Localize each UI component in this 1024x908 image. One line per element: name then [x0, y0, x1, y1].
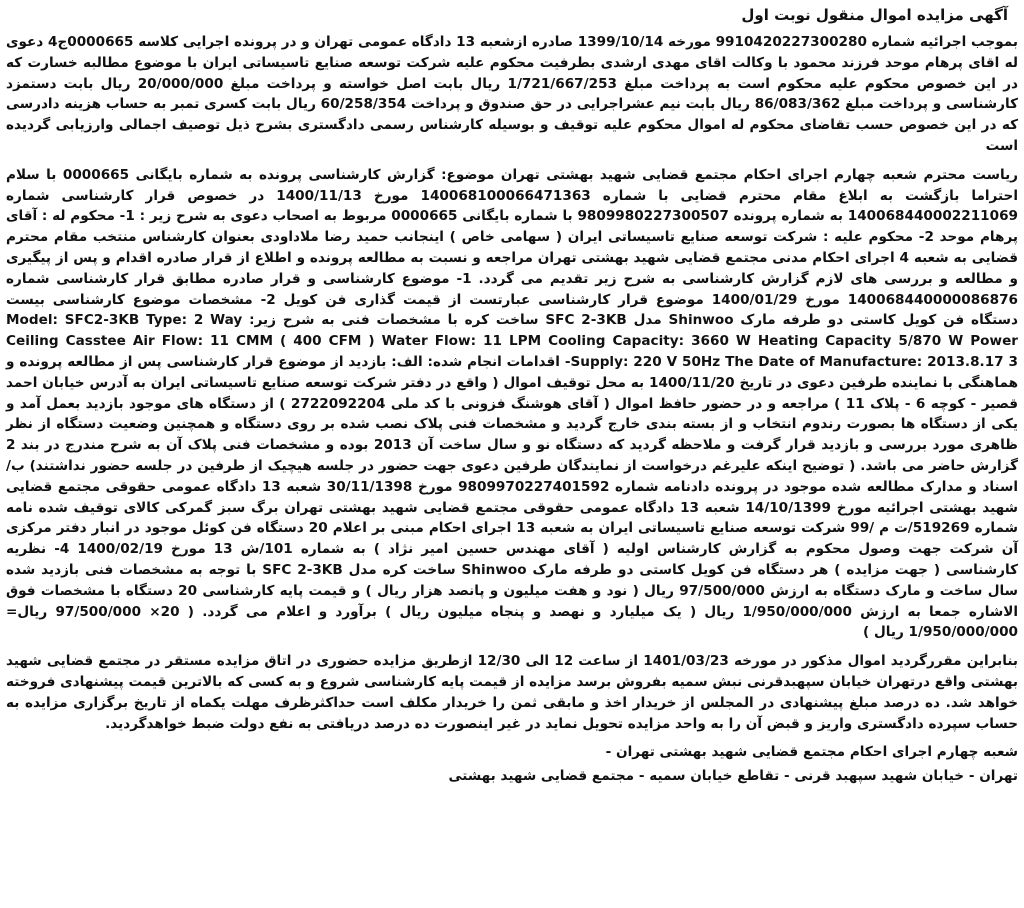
issuing-office: شعبه چهارم اجرای احکام مجتمع قضایی شهید بهشتی تهران -	[605, 744, 1018, 761]
office-address: تهران - خیابان شهید سپهبد قرنی - تقاطع خیابان سمیه - مجتمع قضایی شهید بهشتی	[448, 768, 1018, 785]
execution-order-paragraph: بموجب اجرائیه شماره 9910420227300280 مورخه 1399/10/14 صادره ازشعبه 13 دادگاه عمومی تهران و در پرونده اجرایی کلاسه 0000665ج4 دعوی له اقای پرهام موحد فرزند محمود با وکالت اقای مهدی ارشدی بطرفیت محکوم علیه شرکت توسعه صنایع تاسیساتی ایران با موضوع مطالبه خسارت که در این خصوص محکوم علیه محکوم است به پرداخت مبلغ 1/721/667/253 ریال بابت اصل خواسته و پرداخت مبلغ 20/000/000 ریال بابت دستمزد کارشناسی و پرداخت مبلغ 86/083/362 ریال بابت نیم عشراجرایی در حق صندوق و پرداخت 60/258/354 ریال بابت کسری تمبر به حساب هزینه دادرسی که در این خصوص حسب تقاضای محکوم له اموال محکوم علیه توقیف و بوسیله کارشناس رسمی دادگستری بشرح ذیل توصیف اجمالی وارزیابی گردیده است	[6, 34, 1018, 154]
expert-report-paragraph: ریاست محترم شعبه چهارم اجرای احکام مجتمع قضایی شهید بهشتی تهران موضوع: گزارش کارشناسی پرونده به شماره بایگانی 0000665 با سلام احتراما بازگشت به ابلاغ مقام محترم قضایی با شماره 140068100066471363 مورخ 1400/11/13 در خصوص قرار کارشناسی شماره 140068440002211069 به شماره پرونده 9809980227300507 با شماره بایگانی 0000665 مربوط به اصحاب دعوی به شرح زیر : 1- محکوم له : آقای پرهام موحد 2- محکوم علیه : شرکت توسعه صنایع تاسیساتی ایران ( سهامی خاص ) اینجانب حمید رضا ملاداودی بعنوان کارشناس منتخب مقام محترم قضایی به شعبه 4 اجرای احکام مدنی مجتمع قضایی شهید بهشتی تهران مراجعه و نسبت به مطالعه پرونده و اطلاع از قرار صادره اقدام و پس از پیگیری و مطالعه و بررسی های لازم گزارش کارشناسی به شرح زیر تقدیم می گردد. 1- موضوع کارشناسی و قرار صادره مطابق قرار کارشناسی شماره 140068440000086876 مورخ 1400/01/29 موضوع قرار کارشناسی عبارتست از قیمت گذاری فن کویل 2- مشخصات موضوع کارشناسی بیست دستگاه فن کویل کاستی دو طرفه مارک Shinwoo مدل SFC 2-3KB ساخت کره با مشخصات فنی به شرح زیر: Model: SFC2-3KB Type: 2 Way Ceiling Casstee Air Flow: 11 CMM ( 400 CFM ) Water Flow: 11 LPM Cooling Capacity: 3660 W Heating Capacity 5/870 W Power Supply: 220 V 50Hz The Date of Manufacture: 2013.8.17 3- اقدامات انجام شده: الف: بازدید از موضوع قرار کارشناسی پس از مطالعه پرونده و هماهنگی با نماینده طرفین دعوی در تاریخ 1400/11/20 به محل توقیف اموال ( واقع در دفتر شرکت توسعه صنایع تاسیساتی ایران به آدرس خیابان احمد قصیر - کوچه 6 - پلاک 11 ) مراجعه و در حضور حافظ اموال ( آقای هوشنگ فزونی با کد ملی 2722092204 ) از دستگاه های موجود بازدید بعمل آمد و یکی از دستگاه ها بصورت رندوم انتخاب و از بسته بندی خارج گردید و مشخصات فنی پلاک نصب شده بر روی دستگاه و همچنین وضعیت دستگاه از نظر ظاهری مورد بررسی و بازدید قرار گرفت و ملاحظه گردید که دستگاه نو و سال ساخت آن 2013 بوده و مشخصات فنی پلاک آن به شرح مندرج در بند 2 گزارش حاضر می باشد. ( توضیح اینکه علیرغم درخواست از نمایندگان طرفین دعوی جهت حضور در جلسه هیچیک از طرفین در جلسه حضور نداشتند) ب/ اسناد و مدارک مطالعه شده موجود در پرونده دادنامه شماره 9809970227401592 مورخ 30/11/1398 شعبه 13 دادگاه عمومی حقوقی مجتمع قضایی شهید بهشتی اجرائیه مورخ 14/10/1399 شعبه 13 دادگاه عمومی حقوقی مجتمع قضایی شهید بهشتی تهران برگ سبز گمرکی کالای توقیف شده نامه شماره 519269/ت م /99 شرکت توسعه صنایع تاسیساتی ایران به شعبه 13 اجرای احکام مبنی بر اعلام 20 دستگاه فن کوئل موجود در انبار دفتر مرکزی آن شرکت جهت وصول محکوم به گزارش کارشناس اولیه ( آقای مهندس حسین امیر نژاد ) به شماره 101/ش 13 مورخ 1400/02/19 4- نظریه کارشناسی ( جهت مزایده ) هر دستگاه فن کویل کاستی دو طرفه مارک Shinwoo ساخت کره مدل SFC 2-3KB با توجه به مشخصات فنی بازدید شده سال ساخت و مارک دستگاه به ارزش 97/500/000 ریال ( نود و هفت میلیون و پانصد هزار ریال ) و قیمت پایه کارشناسی 20 دستگاه با مشخصات فوق الاشاره جمعا به ارزش 1/950/000/000 ریال ( یک میلیارد و نهصد و پنجاه میلیون ریال ) برآورد و اعلام می گردد. ( 20× 97/500/000 ریال= 1/950/000/000 ریال )	[6, 166, 1019, 641]
notice-title: آگهی مزایده اموال منقول نوبت اول	[741, 6, 1008, 24]
auction-terms-paragraph: بنابراین مقررگردید اموال مذکور در مورخه 1401/03/23 از ساعت 12 الی 12/30 ازطریق مزایده حضوری در اتاق مزایده مستقر در مجتمع قضایی شهید بهشتی واقع درتهران خیابان سپهبدقرنی نبش سمیه بفروش برسد مزایده از قیمت پایه کارشناسی شروع و به کسی که بالاترین قیمت پیشنهادی فروخته خواهد شد. ده درصد مبلغ پیشنهادی در المجلس از خریدار اخذ و مابقی ثمن را خریدار مکلف است حداکثرظرف مهلت یکماه از تاریخ برگزاری مزایده به حساب سپرده دادگستری واریز و قبض آن را به واحد مزایده تحویل نماید در غیر اینصورت ده درصد دریافتی به نفع دولت ضبط خواهدگردید.	[6, 653, 1019, 732]
